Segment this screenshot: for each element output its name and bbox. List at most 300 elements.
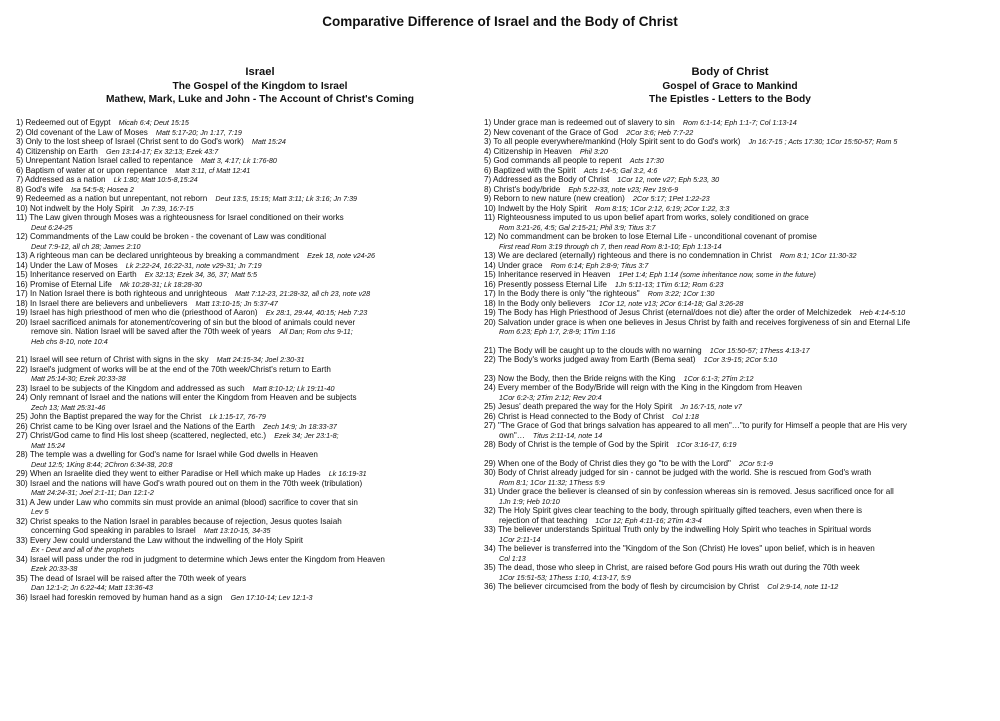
list-item [16, 118, 491, 128]
item-text-continued: concerning God speaking in parables to Israel [31, 526, 196, 535]
list-item [16, 147, 491, 157]
item-text: When an Israelite died they went to either Paradise or Hell which make up Hades [29, 469, 321, 478]
item-number: 17) [484, 289, 496, 298]
item-reference: Matt 8:10-12; Lk 19:11-40 [252, 383, 335, 393]
item-number: 29) [16, 469, 28, 478]
body-of-christ-subheading-2: The Epistles - Letters to the Body [649, 94, 811, 106]
item-reference: Mk 10:28-31; Lk 18:28-30 [119, 279, 202, 289]
item-reference: Heb chs 8-10, note 10:4 [31, 336, 108, 346]
item-text: Baptism of water at or upon repentance [25, 165, 168, 175]
list-item [484, 487, 996, 506]
list-item [16, 555, 491, 574]
item-text: God commands all people to repent [493, 156, 622, 165]
item-reference: 1Cor 12, note v27; Eph 5:23, 30 [617, 175, 720, 184]
item-reference: Eph 5:22-33, note v23; Rev 19:6-9 [568, 184, 679, 194]
list-item [484, 156, 996, 166]
item-reference: Matt 24:24-31; Joel 2:1-11; Dan 12:1-2 [31, 488, 154, 497]
item-reference: Zech 14:9; Jn 18:33-37 [263, 421, 337, 431]
item-number: 13) [16, 251, 28, 260]
list-item [16, 204, 491, 214]
item-number: 3) [484, 137, 492, 146]
item-text: Israel will see return of Christ with signs in the sky [29, 355, 209, 364]
item-number: 36) [16, 592, 28, 602]
item-text: Baptized with the Spirit [493, 165, 576, 175]
item-reference: 2Cor 5:17; 1Pet 1:22-23 [632, 194, 710, 203]
item-number: 20) [16, 317, 28, 327]
item-number: 4) [484, 146, 492, 156]
item-text: Body of Christ already judged for sin - cannot be judged with the world. She is rescued from God's wrath [497, 468, 872, 477]
item-number: 22) [16, 364, 28, 374]
item-text: Under grace the believer is cleansed of sin by confession whereas sin is removed. Jesus sacrificed once for all [497, 487, 894, 496]
item-number: 15) [484, 270, 496, 279]
list-item [484, 185, 996, 195]
israel-heading: Israel [245, 66, 275, 78]
list-item [16, 137, 491, 147]
item-number: 34) [484, 544, 496, 553]
israel-column-header [30, 66, 490, 107]
item-number: 26) [484, 411, 496, 421]
list-item [484, 299, 996, 309]
item-reference: Matt 5:17-20; Jn 1:17, 7:19 [155, 127, 242, 137]
item-reference: Deut 13:5, 15:15; Matt 3:11; Lk 3:16; Jn 7:39 [215, 194, 358, 203]
item-reference: 1Cor 2:11-14 [499, 534, 541, 544]
item-number: 5) [16, 156, 24, 165]
item-number: 13) [484, 251, 496, 260]
item-number: 19) [16, 308, 28, 317]
item-text: The believer understands Spiritual Truth only by the indwelling Holy Spirit who teaches in Spiritual words [497, 525, 872, 534]
item-number: 15) [16, 270, 28, 279]
item-reference: 1Cor 3:16-17, 6:19 [676, 440, 737, 449]
list-item [484, 251, 996, 261]
list-item [16, 232, 491, 251]
item-text: Redeemed out of Egypt [25, 118, 111, 127]
item-text: A righteous man can be declared unrighteous by breaking a commandment [29, 251, 300, 260]
item-number: 11) [16, 213, 28, 222]
item-reference: Ex 28:1, 29:44, 40:15; Heb 7:23 [265, 308, 368, 317]
list-item [484, 346, 996, 356]
item-number: 27) [16, 431, 28, 440]
item-text: No commandment can be broken to lose Eternal Life - unconditional covenant of promise [497, 232, 817, 241]
item-number: 33) [484, 525, 496, 534]
item-reference: Col 1:13 [499, 553, 526, 563]
item-text: The Body's works judged away from Earth (Bema seat) [497, 355, 696, 364]
list-item [484, 402, 996, 412]
item-number: 11) [484, 213, 496, 222]
item-text: Under grace [497, 260, 543, 270]
item-reference: Jn 7:39, 16:7-15 [141, 203, 194, 213]
list-item [16, 536, 491, 555]
item-reference: 1Jn 1:9; Heb 10:10 [499, 496, 560, 506]
item-number: 2) [16, 127, 24, 137]
item-number: 7) [484, 175, 492, 184]
item-text: The believer is transferred into the "Kingdom of the Son (Christ) He loves" upon belief, which is in heaven [497, 544, 875, 553]
item-number: 32) [16, 516, 28, 526]
item-reference: Jn 16:7-15 ; Acts 17:30; 1Cor 15:50-57; Rom 5 [748, 137, 898, 146]
list-item [16, 270, 491, 280]
item-text: To all people everywhere/mankind (Holy Spirit sent to do God's work) [493, 137, 741, 146]
item-reference: Deut 7:9-12, all ch 28; James 2:10 [31, 241, 141, 251]
item-reference: Matt 3:11, cf Matt 12:41 [175, 165, 251, 175]
item-text: Inheritance reserved on Earth [29, 270, 137, 279]
list-item [16, 422, 491, 432]
list-item [16, 166, 491, 176]
item-reference: 1Cor 6:1-3; 2Tim 2:12 [683, 373, 754, 383]
item-reference: Zech 13; Matt 25:31-46 [31, 402, 106, 412]
item-reference: Rom 3:21-26, 4:5; Gal 2:15-21; Phil 3:9; Titus 3:7 [499, 222, 656, 232]
item-reference: Dan 12:1-2; Jn 6:22-44; Matt 13:36-43 [31, 583, 153, 592]
item-reference: Deut 12:5; 1King 8:44; 2Chron 6:34-38, 20:8 [31, 459, 173, 469]
list-item [484, 270, 996, 280]
item-reference: First read Rom 3:19 through ch 7, then read Rom 8:1-10; Eph 1:13-14 [499, 241, 722, 251]
list-item [484, 412, 996, 422]
list-item [16, 261, 491, 271]
item-text: God's wife [25, 184, 63, 194]
list-item [16, 175, 491, 185]
item-reference: Ezek 18, note v24-26 [307, 251, 376, 260]
item-number: 20) [484, 317, 496, 327]
item-number: 21) [484, 345, 496, 355]
item-reference: 2Cor 3:6; Heb 7:7-22 [626, 127, 694, 137]
item-text: Christ speaks to the Nation Israel in parables because of rejection, Jesus quotes Isaiah [29, 516, 342, 526]
item-reference: Matt 15:24 [31, 440, 65, 450]
list-item [16, 355, 491, 365]
list-item [484, 289, 996, 299]
item-text: Christ/God came to find His lost sheep (scattered, neglected, etc.) [29, 431, 267, 440]
item-text: Only to the lost sheep of Israel (Christ sent to do God's work) [25, 137, 244, 146]
item-text: Body of Christ is the temple of God by the Spirit [497, 440, 669, 449]
list-item [484, 318, 996, 337]
item-reference: Gen 13:14-17; Ex 32:13; Ezek 43:7 [105, 146, 219, 156]
item-text: The Body has High Priesthood of Jesus Christ (eternal/does not die) after the order of Melchizedek [497, 308, 852, 317]
item-text: Redeemed as a nation but unrepentant, not reborn [25, 194, 208, 203]
list-item [484, 147, 996, 157]
item-number: 8) [16, 184, 24, 194]
list-item [484, 194, 996, 204]
list-item [484, 232, 996, 251]
item-number: 6) [16, 165, 24, 175]
item-reference: 1Cor 3:9-15; 2Cor 5:10 [703, 355, 778, 364]
item-text: Israel and the nations will have God's wrath poured out on them in the 70th week (tribulation) [29, 478, 363, 488]
page-title: Comparative Difference of Israel and the Body of Christ [322, 14, 678, 29]
list-item [16, 574, 491, 593]
item-number: 28) [484, 440, 496, 449]
list-item [16, 593, 491, 603]
body-of-christ-subheading: Gospel of Grace to Mankind [662, 80, 798, 92]
list-item [484, 525, 996, 544]
item-number: 28) [16, 450, 28, 459]
list-item [484, 440, 996, 450]
item-text: Israel to be subjects of the Kingdom and addressed as such [29, 383, 245, 393]
item-reference: Matt 13:10-15; Jn 5:37-47 [195, 298, 278, 308]
item-number: 21) [16, 355, 28, 364]
item-number: 12) [484, 232, 496, 241]
item-text: Christ is Head connected to the Body of Christ [497, 411, 664, 421]
item-number: 22) [484, 355, 496, 364]
item-text: Only remnant of Israel and the nations will enter the Kingdom from Heaven and be subjects [29, 393, 357, 402]
list-item [16, 365, 491, 384]
list-item [484, 261, 996, 271]
list-item [484, 506, 996, 525]
item-number: 5) [484, 156, 492, 165]
israel-subheading: The Gospel of the Kingdom to Israel [172, 80, 348, 92]
item-reference: 1Cor 12, note v13; 2Cor 6:14-18; Gal 3:26-28 [598, 298, 744, 308]
item-reference: Rom 8:1; 1Cor 11:30-32 [779, 251, 857, 260]
list-item [16, 185, 491, 195]
item-text-continued: own"… [499, 430, 525, 440]
list-item [16, 393, 491, 412]
item-number: 6) [484, 165, 492, 175]
item-reference: Deut 6:24-25 [31, 222, 73, 232]
item-reference: 1Cor 15:50-57; 1Thess 4:13-17 [709, 345, 810, 355]
item-text: A Jew under Law who commits sin must provide an animal (blood) sacrifice to cover that sin [29, 497, 358, 507]
item-reference: Matt 7:12-23, 21:28-32, all ch 23, note v28 [235, 289, 371, 298]
list-item [16, 498, 491, 517]
list-item [484, 118, 996, 128]
item-text: Under grace man is redeemed out of slavery to sin [493, 118, 675, 127]
item-text: The Holy Spirit gives clear teaching to the body, through spiritually gifted teachers, even when there is [497, 506, 863, 515]
list-item [484, 383, 996, 402]
item-number: 23) [16, 383, 28, 393]
body-of-christ-heading: Body of Christ [691, 66, 769, 78]
item-reference: 1Cor 12; Eph 4:11-16; 2Tim 4:3-4 [595, 515, 702, 525]
item-reference: Jn 16:7-15, note v7 [680, 402, 742, 411]
item-number: 19) [484, 308, 496, 317]
list-item [484, 582, 996, 592]
item-reference: Lk 2:22-24, 16:22-31, note v29-31; Jn 7:19 [125, 260, 262, 270]
item-text: Israel sacrificed animals for atonement/covering of sin but the blood of animals could never [29, 317, 356, 327]
item-text: Presently possess Eternal Life [497, 279, 607, 289]
item-text: Addressed as a nation [25, 175, 106, 184]
item-reference: Rom 3:22; 1Cor 1:30 [647, 289, 715, 298]
item-number: 32) [484, 506, 496, 515]
item-reference: Micah 6:4; Deut 15:15 [118, 118, 189, 127]
item-reference: Heb 4:14-5:10 [859, 308, 906, 317]
item-text: John the Baptist prepared the way for the Christ [29, 412, 202, 421]
item-text: Now the Body, then the Bride reigns with the King [497, 373, 676, 383]
list-item [16, 128, 491, 138]
item-text: In the Body only believers [497, 298, 591, 308]
item-number: 34) [16, 554, 28, 564]
item-reference: Lk 16:19-31 [328, 469, 367, 478]
item-reference: Rom 6:1-14; Eph 1:1-7; Col 1:13-14 [682, 118, 797, 127]
item-reference: All Dan; Rom chs 9-11; [279, 327, 353, 336]
item-reference: Rom 8:15; 1Cor 2:12, 6:19; 2Cor 1:22, 3:3 [595, 203, 730, 213]
list-item [484, 468, 996, 487]
item-text: Israel has high priesthood of men who die (priesthood of Aaron) [29, 308, 258, 317]
item-number: 16) [484, 279, 496, 289]
list-item [484, 166, 996, 176]
item-number: 18) [16, 298, 28, 308]
list-item [484, 374, 996, 384]
item-text: Salvation under grace is when one believes in Jesus Christ by faith and receives forgiveness of sin and Eternal Life [497, 317, 911, 327]
item-reference: 1Cor 6:2-3; 2Tim 2:12; Rev 20:4 [499, 392, 602, 402]
list-item [16, 318, 491, 347]
item-number: 7) [16, 175, 24, 184]
item-text: Indwelt by the Holy Spirit [497, 203, 588, 213]
item-text: Under the Law of Moses [29, 260, 118, 270]
item-number: 3) [16, 137, 24, 146]
item-text: Commandments of the Law could be broken - the covenant of Law was conditional [29, 232, 326, 241]
item-number: 30) [16, 478, 28, 488]
item-number: 25) [16, 412, 28, 421]
item-number: 9) [484, 194, 492, 203]
item-reference: Rom 6:23; Eph 1:7, 2:8-9; 1Tim 1:16 [499, 327, 616, 336]
item-text: Inheritance reserved in Heaven [497, 270, 611, 279]
item-reference: Isa 54:5-8; Hosea 2 [71, 184, 134, 194]
item-reference: Ex 32:13; Ezek 34, 36, 37; Matt 5:5 [144, 270, 257, 279]
item-text: Christ came to be King over Israel and the Nations of the Earth [29, 421, 255, 431]
item-number: 2) [484, 127, 492, 137]
item-text: Citizenship in Heaven [493, 146, 572, 156]
item-reference: Matt 3, 4:17; Lk 1:76-80 [200, 156, 277, 165]
list-item [16, 251, 491, 261]
item-reference: 1Pet 1:4; Eph 1:14 (some inheritance now, some in the future) [618, 270, 816, 279]
item-text: Every member of the Body/Bride will reign with the King in the Kingdom from Heaven [497, 383, 803, 392]
item-reference: Rom 8:1; 1Cor 11:32; 1Thess 5:9 [499, 477, 605, 487]
item-reference: Col 1:18 [672, 411, 699, 421]
item-text: Citizenship on Earth [25, 146, 98, 156]
item-reference: Ezek 34; Jer 23:1-8; [274, 431, 339, 440]
item-reference: Lk 1:15-17, 76-79 [209, 412, 266, 421]
item-reference: Phil 3:20 [579, 146, 608, 156]
item-reference: Rom 6:14; Eph 2:8-9; Titus 3:7 [550, 260, 649, 270]
item-reference: 1Jn 5:11-13; 1Tim 6:12; Rom 6:23 [614, 279, 724, 289]
item-number: 36) [484, 582, 496, 591]
item-number: 1) [484, 118, 492, 127]
item-text: Addressed as the Body of Christ [493, 175, 610, 184]
item-number: 24) [484, 383, 496, 392]
item-text-continued: rejection of that teaching [499, 515, 588, 525]
item-number: 8) [484, 184, 492, 194]
list-item [16, 194, 491, 204]
item-number: 10) [16, 203, 28, 213]
item-number: 26) [16, 421, 28, 431]
list-item [16, 479, 491, 498]
item-text: In the Body there is only "the righteous" [497, 289, 640, 298]
item-number: 9) [16, 194, 24, 203]
list-item [16, 517, 491, 536]
item-text: The dead, those who sleep in Christ, are raised before God pours His wrath out during the 70th week [497, 563, 860, 572]
list-item [16, 280, 491, 290]
item-text: The Body will be caught up to the clouds with no warning [497, 345, 702, 355]
item-reference: 2Cor 5:1-9 [739, 458, 773, 468]
item-text: In Nation Israel there is both righteous and unrighteous [29, 289, 228, 298]
item-text: Not indwelt by the Holy Spirit [29, 203, 134, 213]
item-reference: Matt 13:10-15, 34-35 [203, 526, 271, 535]
list-item [16, 469, 491, 479]
item-number: 17) [16, 289, 28, 298]
list-item [484, 459, 996, 469]
item-text: Israel will pass under the rod in judgment to determine which Jews enter the Kingdom from Heaven [29, 554, 385, 564]
list-item [16, 299, 491, 309]
item-text: Unrepentant Nation Israel called to repentance [25, 156, 193, 165]
item-number: 35) [16, 573, 28, 583]
list-item [484, 204, 996, 214]
item-text: "The Grace of God that brings salvation has appeared to all men"…"to purify for Himself a people that are His very [497, 421, 907, 430]
item-text: Reborn to new nature (new creation) [493, 194, 625, 203]
list-item [484, 280, 996, 290]
item-number: 25) [484, 402, 496, 411]
list-item [16, 412, 491, 422]
body-of-christ-list [484, 118, 996, 592]
item-reference: Acts 17:30 [629, 156, 664, 165]
item-text: Israel's judgment of works will be at the end of the 70th week/Christ's return to Earth [29, 364, 331, 374]
item-reference: Lk 1:80; Matt 10:5-8,15:24 [113, 175, 198, 184]
list-item [484, 544, 996, 563]
item-text: The Law given through Moses was a righteousness for Israel conditioned on their works [29, 213, 344, 222]
list-item [16, 450, 491, 469]
israel-subheading-2: Mathew, Mark, Luke and John - The Account of Christ's Coming [106, 94, 414, 106]
item-reference: Gen 17:10-14; Lev 12:1-3 [230, 592, 313, 602]
item-number: 24) [16, 393, 28, 402]
item-text: In Israel there are believers and unbelievers [29, 298, 188, 308]
item-number: 33) [16, 535, 28, 545]
item-number: 35) [484, 563, 496, 572]
list-item [16, 213, 491, 232]
item-reference: Col 2:9-14, note 11-12 [767, 582, 839, 591]
item-number: 1) [16, 118, 24, 127]
item-number: 10) [484, 203, 496, 213]
list-item [484, 175, 996, 185]
item-reference: Matt 25:14-30; Ezek 20:33-38 [31, 374, 126, 383]
item-text: Israel had foreskin removed by human hand as a sign [29, 592, 223, 602]
item-number: 14) [16, 260, 28, 270]
item-text: We are declared (eternally) righteous and there is no condemnation in Christ [497, 251, 772, 260]
item-text: Righteousness imputed to us upon belief apart from works, solely conditioned on grace [497, 213, 809, 222]
item-number: 12) [16, 232, 28, 241]
item-text: Promise of Eternal Life [29, 279, 112, 289]
list-item [16, 431, 491, 450]
list-item [484, 421, 996, 440]
list-item [484, 563, 996, 582]
list-item [16, 156, 491, 166]
item-text: Jesus' death prepared the way for the Holy Spirit [497, 402, 673, 411]
item-reference: Ex - Deut and all of the prophets [31, 545, 135, 554]
body-of-christ-column-header [500, 66, 960, 107]
item-number: 31) [16, 497, 28, 507]
item-text: The believer circumcised from the body of flesh by circumcision by Christ [497, 582, 760, 591]
list-item [484, 128, 996, 138]
item-reference: 1Cor 15:51-53; 1Thess 1:10, 4:13-17, 5:9 [499, 572, 631, 582]
item-number: 14) [484, 260, 496, 270]
item-reference: Lev 5 [31, 507, 49, 516]
item-text: The temple was a dwelling for God's name for Israel while God dwells in Heaven [29, 450, 318, 459]
item-text: Old covenant of the Law of Moses [25, 127, 148, 137]
item-text: Christ's body/bride [493, 184, 561, 194]
list-item [484, 355, 996, 365]
item-number: 31) [484, 487, 496, 496]
item-number: 4) [16, 146, 24, 156]
item-number: 23) [484, 373, 496, 383]
item-reference: Ezek 20:33-38 [31, 564, 78, 573]
item-number: 18) [484, 298, 496, 308]
list-item [484, 137, 996, 147]
item-text: The dead of Israel will be raised after the 70th week of years [29, 573, 247, 583]
list-item [16, 308, 491, 318]
item-reference: Acts 1:4-5; Gal 3:2, 4:6 [583, 165, 658, 175]
item-reference: Matt 15:24 [251, 137, 286, 146]
item-text-continued: remove sin. Nation Israel will be saved after the 70th week of years [31, 327, 272, 336]
list-item [484, 213, 996, 232]
item-number: 30) [484, 468, 496, 477]
item-number: 29) [484, 458, 496, 468]
item-text: When one of the Body of Christ dies they go "to be with the Lord" [497, 458, 731, 468]
israel-list [16, 118, 491, 602]
item-reference: Titus 2:11-14, note 14 [532, 430, 603, 440]
item-text: Every Jew could understand the Law without the indwelling of the Holy Spirit [29, 535, 304, 545]
list-item [16, 384, 491, 394]
item-text: New covenant of the Grace of God [493, 127, 619, 137]
